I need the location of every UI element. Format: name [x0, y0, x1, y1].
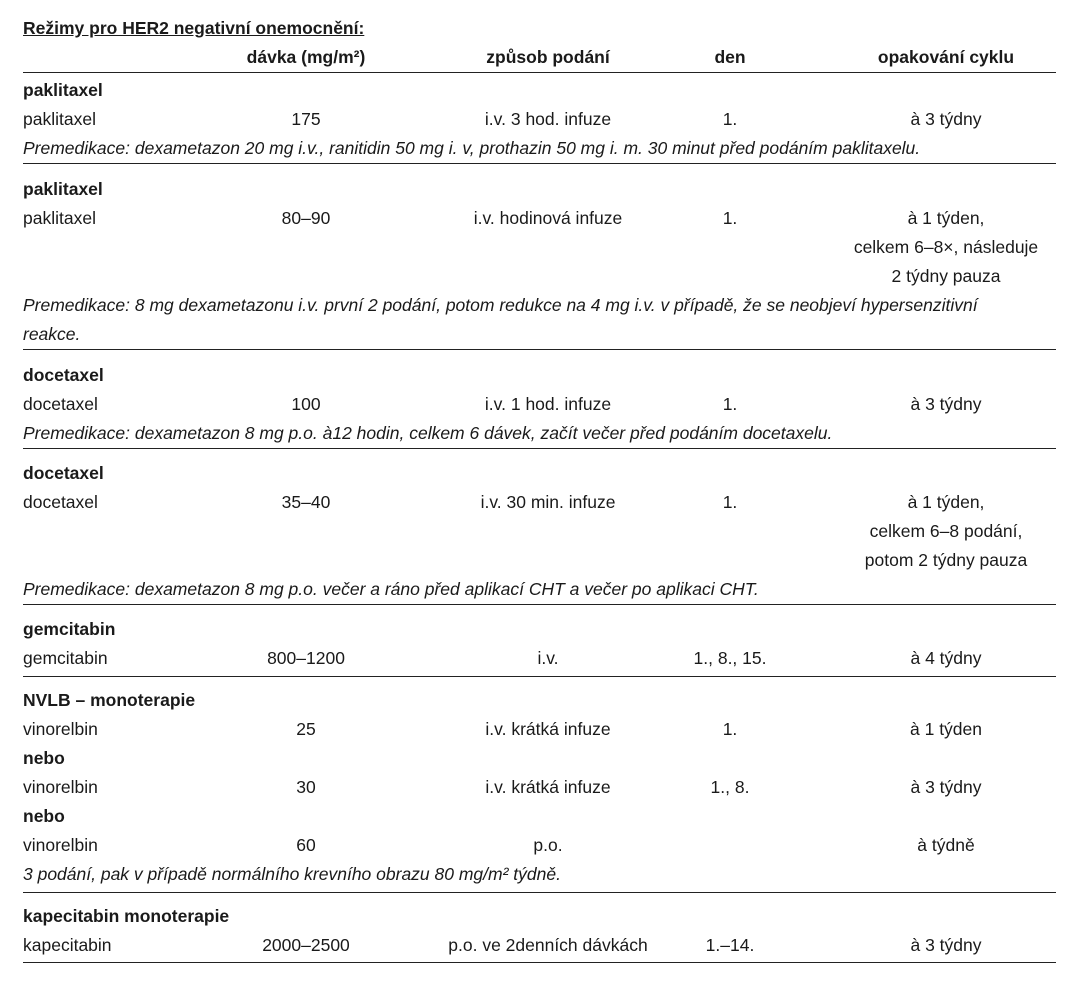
- cycle-line: celkem 6–8 podání,: [869, 521, 1023, 541]
- day-cell: 1.–14.: [705, 935, 755, 955]
- dose-cell: 100: [291, 394, 321, 414]
- cycle-line: potom 2 týdny pauza: [864, 550, 1028, 570]
- route-cell: i.v. 30 min. infuze: [480, 492, 616, 512]
- section-docetaxel-weekly: [23, 449, 1056, 605]
- cycle-cell: [843, 390, 1049, 419]
- cycle-cell: [843, 488, 1049, 575]
- dosing-note: 3 podání, pak v případě normálního krevního obrazu 80 mg/m² týdně.: [23, 864, 561, 884]
- route-cell: p.o.: [533, 835, 563, 855]
- drug-cell: docetaxel: [23, 394, 98, 414]
- route-cell: i.v. krátká infuze: [485, 719, 611, 739]
- section-paklitaxel-3w: [23, 73, 1056, 164]
- drug-cell: paklitaxel: [23, 208, 96, 228]
- table-row: [23, 831, 1056, 860]
- dose-cell: 2000–2500: [262, 935, 350, 955]
- section-name: docetaxel: [23, 365, 104, 385]
- day-cell: 1.: [722, 719, 738, 739]
- day-cell: 1., 8., 15.: [693, 648, 767, 668]
- cycle-line: à 1 týden,: [907, 492, 985, 512]
- cycle-cell: à týdně: [917, 835, 975, 855]
- section-name: NVLB – monoterapie: [23, 690, 196, 710]
- table-row: [23, 204, 1056, 291]
- section-paklitaxel-weekly: [23, 164, 1056, 350]
- cycle-cell: [843, 644, 1049, 673]
- day-cell: 1.: [722, 208, 738, 228]
- section-name: gemcitabin: [23, 619, 116, 639]
- cycle-cell: [843, 105, 1049, 134]
- header-route: způsob podání: [486, 47, 610, 67]
- table-header: [23, 43, 1056, 73]
- cycle-cell: à 1 týden: [910, 719, 982, 739]
- day-cell: 1.: [722, 492, 738, 512]
- dose-cell: 175: [291, 109, 321, 129]
- day-cell: 1.: [722, 394, 738, 414]
- header-day: den: [714, 47, 746, 67]
- table-title: Režimy pro HER2 negativní onemocnění:: [23, 18, 365, 38]
- premedication-note: Premedikace: dexametazon 8 mg p.o. à12 hodin, celkem 6 dávek, začít večer před podáním docetaxelu.: [23, 423, 833, 443]
- header-cycle: opakování cyklu: [877, 47, 1015, 67]
- table-row: [23, 715, 1056, 744]
- route-cell: p.o. ve 2denních dávkách: [448, 935, 648, 955]
- dose-cell: 35–40: [281, 492, 331, 512]
- table-row: [23, 644, 1056, 673]
- cycle-cell: [843, 931, 1049, 960]
- cycle-line: à 1 týden,: [907, 208, 985, 228]
- alternative-label: nebo: [23, 806, 65, 826]
- table-row: [23, 488, 1056, 575]
- drug-cell: docetaxel: [23, 492, 98, 512]
- section-name: docetaxel: [23, 463, 104, 483]
- cycle-line: à 3 týdny: [910, 935, 982, 955]
- drug-cell: paklitaxel: [23, 109, 96, 129]
- section-name: paklitaxel: [23, 80, 103, 100]
- route-cell: i.v. hodinová infuze: [473, 208, 623, 228]
- cycle-line: à 3 týdny: [910, 109, 982, 129]
- section-gemcitabin: [23, 605, 1056, 677]
- regimen-table: [23, 14, 1056, 963]
- dose-cell: 80–90: [281, 208, 331, 228]
- day-cell: [675, 831, 785, 860]
- cycle-line: 2 týdny pauza: [891, 266, 1001, 286]
- drug-cell: kapecitabin: [23, 935, 112, 955]
- section-kapecitabin: [23, 893, 1056, 963]
- dose-cell: 30: [296, 777, 316, 797]
- drug-cell: gemcitabin: [23, 648, 108, 668]
- dose-cell: 60: [296, 835, 316, 855]
- alternative-label: nebo: [23, 748, 65, 768]
- cycle-line: celkem 6–8×, následuje: [853, 237, 1039, 257]
- premedication-note: Premedikace: dexametazon 8 mg p.o. večer a ráno před aplikací CHT a večer po aplikaci CHT.: [23, 579, 759, 599]
- table-row: [23, 390, 1056, 419]
- header-dose: dávka (mg/m²): [246, 47, 366, 67]
- drug-cell: vinorelbin: [23, 835, 98, 855]
- table-row: [23, 105, 1056, 134]
- section-name: kapecitabin monoterapie: [23, 906, 230, 926]
- premedication-note: Premedikace: 8 mg dexametazonu i.v. první 2 podání, potom redukce na 4 mg i.v. v případě, že se neobjeví hypersenzitivní reakce.: [23, 295, 978, 344]
- drug-cell: vinorelbin: [23, 777, 98, 797]
- cycle-line: à 4 týdny: [910, 648, 982, 668]
- cycle-line: à 3 týdny: [910, 394, 982, 414]
- table-row: [23, 931, 1056, 960]
- section-name: paklitaxel: [23, 179, 103, 199]
- day-cell: 1., 8.: [710, 777, 750, 797]
- dose-cell: 800–1200: [267, 648, 345, 668]
- route-cell: i.v. 1 hod. infuze: [484, 394, 612, 414]
- premedication-note: Premedikace: dexametazon 20 mg i.v., ranitidin 50 mg i. v, prothazin 50 mg i. m. 30 minut před podáním paklitaxelu.: [23, 138, 921, 158]
- section-nvlb: [23, 677, 1056, 893]
- dose-cell: 25: [296, 719, 316, 739]
- route-cell: i.v. 3 hod. infuze: [484, 109, 612, 129]
- day-cell: 1.: [722, 109, 738, 129]
- route-cell: i.v. krátká infuze: [485, 777, 611, 797]
- cycle-cell: à 3 týdny: [910, 777, 982, 797]
- section-docetaxel-3w: [23, 350, 1056, 449]
- route-cell: i.v.: [537, 648, 559, 668]
- cycle-cell: [843, 204, 1049, 291]
- drug-cell: vinorelbin: [23, 719, 98, 739]
- table-row: [23, 773, 1056, 802]
